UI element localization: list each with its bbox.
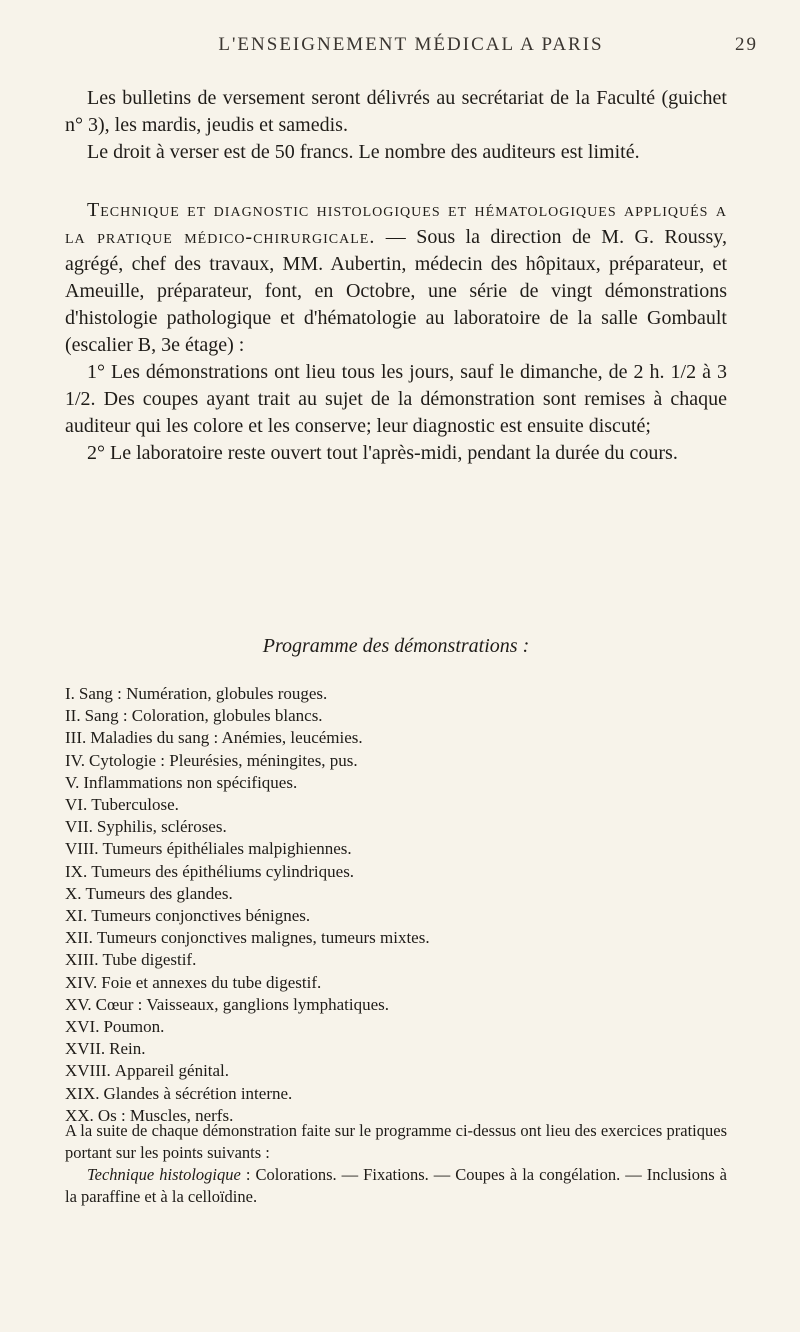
item-text: Glandes à sécrétion interne. <box>103 1083 293 1103</box>
list-item <box>65 1060 727 1082</box>
technique-text: : Colorations. — Fixations. — Coupes à la congélation. — Inclusions à la paraffine et à la celloïdine. <box>65 1165 727 1206</box>
item-text: Poumon. <box>103 1017 165 1037</box>
closing-paragraph: A la suite de chaque démonstration faite sur le programme ci-dessus ont lieu des exercices pratiques portant sur les points suivants : <box>65 1121 727 1162</box>
item-number: XI. <box>65 906 88 926</box>
item-number: VII. <box>65 817 93 837</box>
item-number: XVII. <box>65 1039 106 1059</box>
item-number: XVI. <box>65 1017 100 1037</box>
list-item <box>65 1083 727 1105</box>
item-text: Appareil génital. <box>114 1061 230 1081</box>
list-item <box>65 905 727 927</box>
list-item <box>65 705 727 727</box>
item-text: Rein. <box>109 1039 146 1059</box>
item-text: Maladies du sang : Anémies, leucémies. <box>90 728 363 748</box>
item-text: Tumeurs épithéliales malpighiennes. <box>102 839 352 859</box>
closing-section <box>65 1120 727 1208</box>
course-title: Technique et diagnostic histologiques et hématologiques appliqués a la pratique médico-chirurgicale. <box>65 199 727 248</box>
item-number: VIII. <box>65 839 99 859</box>
item-text: Tumeurs conjonctives bénignes. <box>91 906 311 926</box>
item-text: Sang : Coloration, globules blancs. <box>84 706 323 726</box>
programme-list <box>65 683 727 1127</box>
course-description: — Sous la direction de M. G. Roussy, agrégé, chef des travaux, MM. Aubertin, médecin des hôpitaux, préparateur, et Ameuille, préparateur, font, en Octobre, une série de vingt démonstrations d'histologie pathologique et d'hématologie au laboratoire de la salle Gombault (escalier B, 3e étage) : <box>65 226 728 356</box>
item-number: XIII. <box>65 950 99 970</box>
list-item <box>65 794 727 816</box>
list-item <box>65 683 727 705</box>
item-number: IX. <box>65 861 88 881</box>
list-item <box>65 838 727 860</box>
list-item <box>65 883 727 905</box>
item-number: I. <box>65 684 75 703</box>
item-number: V. <box>65 772 80 792</box>
list-item <box>65 727 727 749</box>
item-number: XX. <box>65 1105 94 1125</box>
item-text: Sang : Numération, globules rouges. <box>78 684 328 703</box>
course-section <box>65 197 727 467</box>
item-number: XVIII. <box>65 1061 111 1081</box>
course-paragraph <box>65 197 727 359</box>
item-text: Tumeurs des glandes. <box>85 883 233 903</box>
item-number: IV. <box>65 750 85 770</box>
item-number: XIX. <box>65 1083 100 1103</box>
item-text: Cytologie : Pleurésies, méningites, pus. <box>89 750 358 770</box>
item-text: Tumeurs des épithéliums cylindriques. <box>91 861 355 881</box>
item-number: X. <box>65 883 82 903</box>
list-item <box>65 1016 727 1038</box>
programme-heading: Programme des démonstrations : <box>262 635 530 657</box>
item-number: XII. <box>65 928 93 948</box>
list-item <box>65 861 727 883</box>
item-number: III. <box>65 728 87 748</box>
list-item <box>65 816 727 838</box>
item-number: XV. <box>65 994 92 1014</box>
item-text: Inflammations non spécifiques. <box>83 772 298 792</box>
technique-paragraph <box>65 1164 727 1208</box>
item-text: Foie et annexes du tube digestif. <box>101 972 322 992</box>
technique-label: Technique histologique <box>87 1165 241 1184</box>
item-text: Syphilis, scléroses. <box>96 817 227 837</box>
intro-paragraph-1: Les bulletins de versement seront délivrés au secrétariat de la Faculté (guichet n° 3), les mardis, jeudis et samedis. <box>65 87 727 136</box>
item-text: Cœur : Vaisseaux, ganglions lymphatiques. <box>95 994 390 1014</box>
running-title: L'ENSEIGNEMENT MÉDICAL A PARIS <box>218 34 604 55</box>
page-number: 29 <box>735 34 758 55</box>
item-text: Os : Muscles, nerfs. <box>97 1105 234 1125</box>
course-item-1: 1° Les démonstrations ont lieu tous les jours, sauf le dimanche, de 2 h. 1/2 à 3 1/2. Des coupes ayant trait au sujet de la démonstration sont remises à chaque auditeur qui les colore et les conserve; leur diagnostic est ensuite discuté; <box>65 361 727 437</box>
running-header <box>64 34 758 60</box>
item-text: Tuberculose. <box>91 795 179 815</box>
item-number: II. <box>65 706 81 726</box>
list-item <box>65 927 727 949</box>
list-item <box>65 994 727 1016</box>
item-text: Tumeurs conjonctives malignes, tumeurs mixtes. <box>96 928 430 948</box>
list-item <box>65 1038 727 1060</box>
course-item-2: 2° Le laboratoire reste ouvert tout l'après-midi, pendant la durée du cours. <box>87 442 678 464</box>
intro-paragraph-2: Le droit à verser est de 50 francs. Le nombre des auditeurs est limité. <box>87 141 640 163</box>
list-item <box>65 972 727 994</box>
intro-section <box>65 85 727 166</box>
list-item <box>65 949 727 971</box>
item-number: XIV. <box>65 972 98 992</box>
item-text: Tube digestif. <box>102 950 197 970</box>
item-number: VI. <box>65 795 88 815</box>
list-item <box>65 772 727 794</box>
list-item <box>65 750 727 772</box>
